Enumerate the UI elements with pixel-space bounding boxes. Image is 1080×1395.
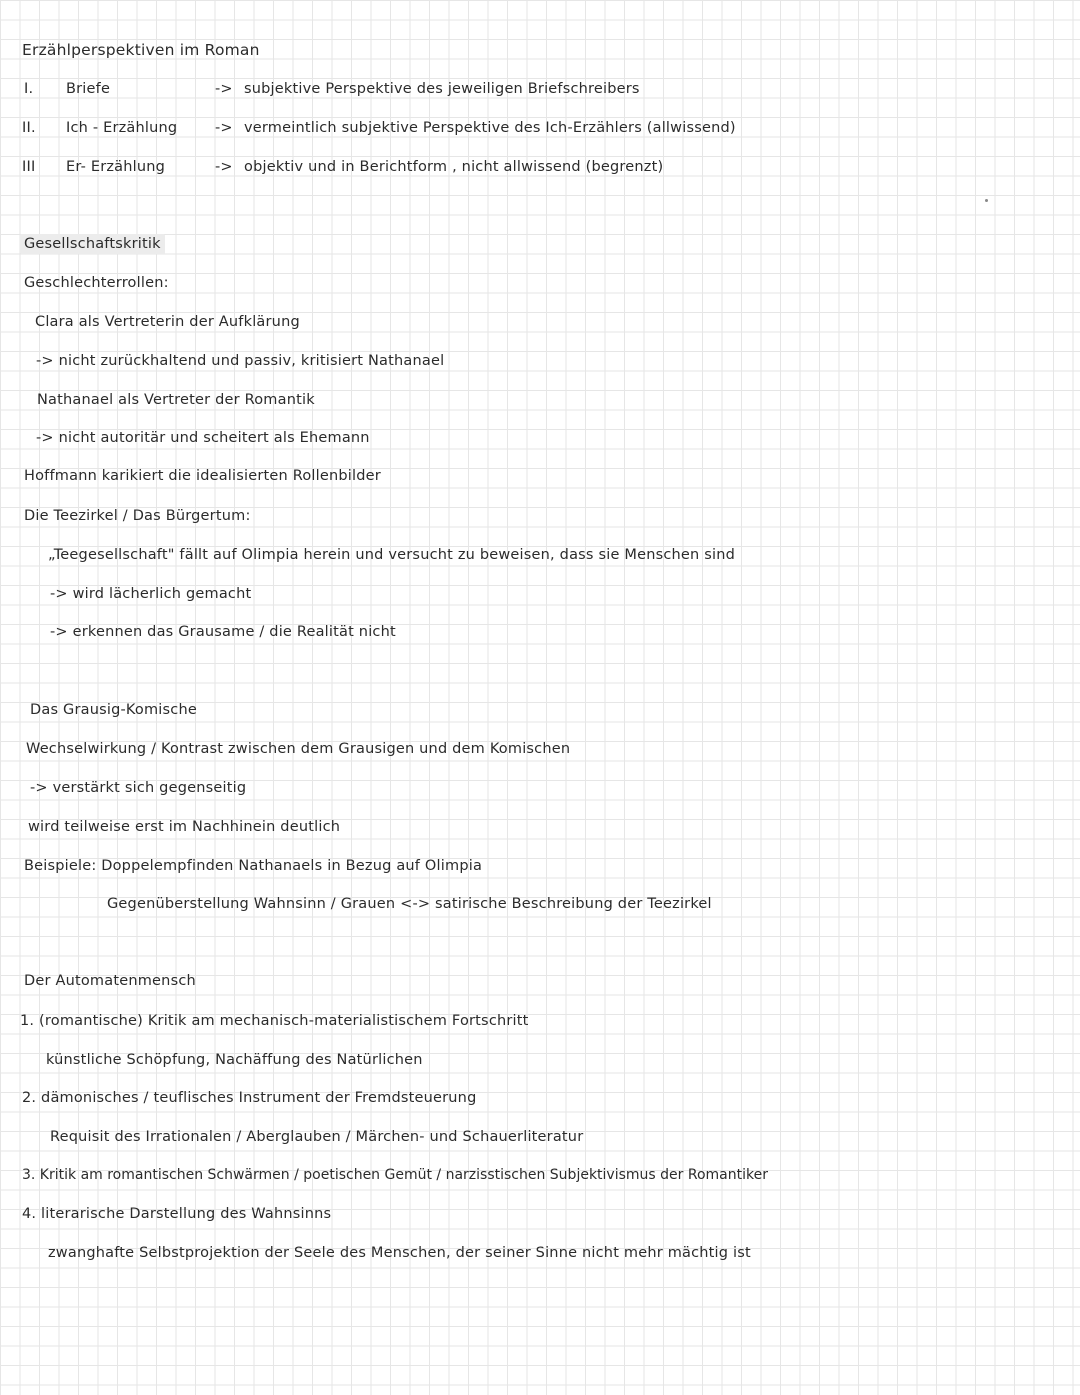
arrow-text: ->	[215, 159, 233, 175]
note-line: wird teilweise erst im Nachhinein deutlich	[28, 819, 341, 835]
note-line: künstliche Schöpfung, Nachäffung des Natürlichen	[46, 1052, 423, 1068]
note-line: Gegenüberstellung Wahnsinn / Grauen <-> satirische Beschreibung der Teezirkel	[107, 896, 712, 912]
arrow-text: ->	[215, 81, 233, 97]
note-line: Wechselwirkung / Kontrast zwischen dem Grausigen und dem Komischen	[26, 741, 571, 757]
section-heading-grausig-komische: Das Grausig-Komische	[30, 702, 197, 718]
perspective-label: Er- Erzählung	[66, 159, 166, 175]
section-heading-gesellschaftskritik: Gesellschaftskritik	[20, 234, 165, 254]
note-line: 3. Kritik am romantischen Schwärmen / poetischen Gemüt / narzisstischen Subjektivismus der Romantiker	[22, 1167, 768, 1183]
subheading-teezirkel: Die Teezirkel / Das Bürgertum:	[24, 508, 251, 524]
note-line: -> wird lächerlich gemacht	[50, 586, 252, 602]
perspective-description: subjektive Perspektive des jeweiligen Briefschreibers	[244, 81, 640, 97]
perspective-number: II.	[22, 120, 36, 136]
note-line: Beispiele: Doppelempfinden Nathanaels in Bezug auf Olimpia	[24, 858, 483, 874]
note-line: Requisit des Irrationalen / Aberglauben / Märchen- und Schauerliteratur	[50, 1129, 584, 1145]
subheading-geschlechterrollen: Geschlechterrollen:	[24, 275, 169, 291]
note-line: Clara als Vertreterin der Aufklärung	[35, 314, 300, 330]
ink-dot	[985, 199, 988, 202]
arrow-text: ->	[215, 120, 233, 136]
note-line: -> nicht autoritär und scheitert als Ehemann	[36, 430, 370, 446]
perspective-label: Ich - Erzählung	[66, 120, 178, 136]
section-heading-automatenmensch: Der Automatenmensch	[24, 973, 196, 989]
perspective-description: objektiv und in Berichtform , nicht allwissend (begrenzt)	[244, 159, 664, 175]
note-line: -> nicht zurückhaltend und passiv, kritisiert Nathanael	[36, 353, 445, 369]
perspective-label: Briefe	[66, 81, 111, 97]
note-line: Nathanael als Vertreter der Romantik	[37, 392, 315, 408]
note-line: -> erkennen das Grausame / die Realität nicht	[50, 624, 396, 640]
perspective-number: I.	[24, 81, 34, 97]
note-line: zwanghafte Selbstprojektion der Seele des Menschen, der seiner Sinne nicht mehr mächtig ist	[48, 1245, 751, 1261]
perspective-description: vermeintlich subjektive Perspektive des Ich-Erzählers (allwissend)	[244, 120, 736, 136]
note-line: „Teegesellschaft" fällt auf Olimpia herein und versucht zu beweisen, dass sie Menschen sind	[48, 547, 736, 563]
note-line: Hoffmann karikiert die idealisierten Rollenbilder	[24, 468, 381, 484]
note-line: 4. literarische Darstellung des Wahnsinns	[22, 1206, 332, 1222]
note-line: 1. (romantische) Kritik am mechanisch-materialistischem Fortschritt	[20, 1013, 529, 1029]
note-line: 2. dämonisches / teuflisches Instrument der Fremdsteuerung	[22, 1090, 477, 1106]
perspective-number: III	[22, 159, 36, 175]
page-title: Erzählperspektiven im Roman	[22, 41, 260, 59]
note-line: -> verstärkt sich gegenseitig	[30, 780, 247, 796]
